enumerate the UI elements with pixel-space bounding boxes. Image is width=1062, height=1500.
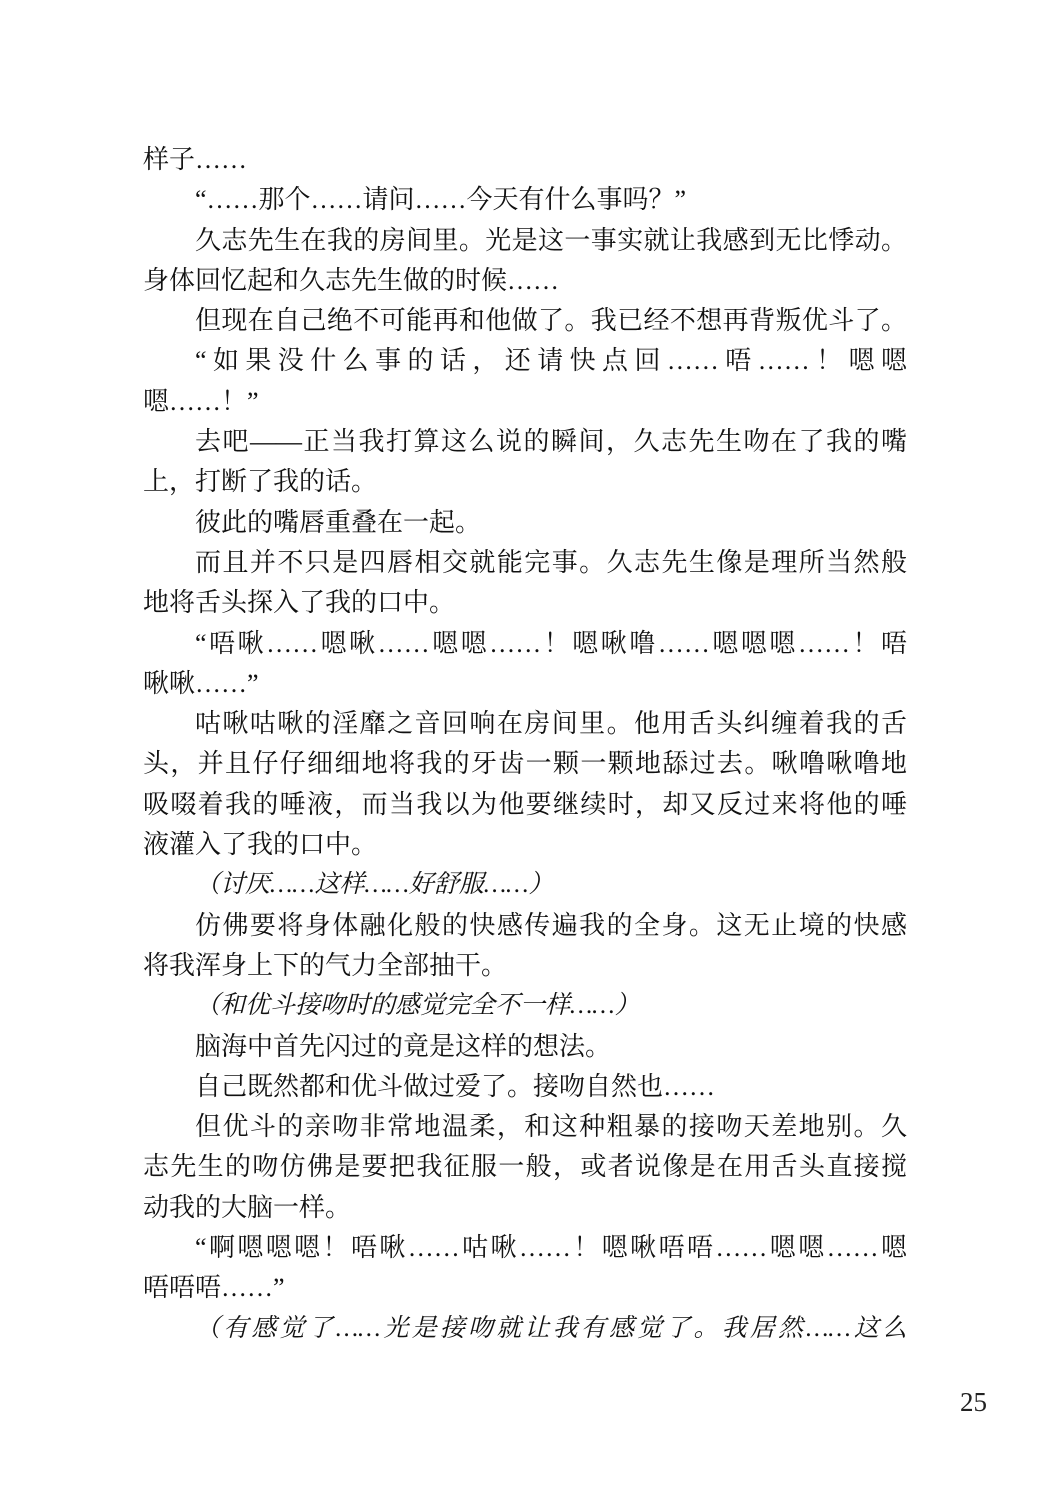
text-line-thought: （和优斗接吻时的感觉完全不一样……）	[195, 992, 640, 1020]
text-line: 仿佛要将身体融化般的快感传遍我的全身。这无止境的快感	[195, 910, 907, 940]
text-line: 咕啾咕啾的淫靡之音回响在房间里。他用舌头纠缠着我的舌	[195, 709, 907, 739]
text-line: “唔啾……嗯啾……嗯嗯……！嗯啾噜……嗯嗯嗯……！唔	[195, 628, 907, 658]
text-line: 样子……	[143, 145, 248, 174]
text-line: 久志先生在我的房间里。光是这一事实就让我感到无比悸动。	[195, 225, 907, 255]
page-number: 25	[960, 1387, 987, 1417]
text-line: 将我浑身上下的气力全部抽干。	[143, 950, 508, 980]
text-line: 地将舌头探入了我的口中。	[143, 588, 456, 618]
text-line: 而且并不只是四唇相交就能完事。久志先生像是理所当然般	[195, 547, 907, 577]
text-line: 唔唔唔……”	[143, 1273, 285, 1303]
text-line-thought: （有感觉了……光是接吻就让我有感觉了。我居然……这么	[195, 1314, 907, 1342]
text-line: 彼此的嘴唇重叠在一起。	[195, 507, 482, 537]
text-line: 嗯……！”	[143, 386, 259, 416]
text-line: 上，打断了我的话。	[143, 467, 378, 497]
text-line: 吸啜着我的唾液，而当我以为他要继续时，却又反过来将他的唾	[143, 789, 907, 819]
text-line: 但现在自己绝不可能再和他做了。我已经不想再背叛优斗了。	[195, 306, 907, 336]
text-line: “如果没什么事的话，还请快点回……唔……！嗯嗯	[195, 346, 907, 376]
text-line-thought: （讨厌……这样……好舒服……）	[195, 871, 554, 899]
text-line: 头，并且仔仔细细地将我的牙齿一颗一颗地舔过去。啾噜啾噜地	[143, 749, 907, 779]
text-line: 脑海中首先闪过的竟是这样的想法。	[195, 1031, 612, 1061]
text-line: 去吧——正当我打算这么说的瞬间，久志先生吻在了我的嘴	[195, 427, 907, 457]
text-line: 志先生的吻仿佛是要把我征服一般，或者说像是在用舌头直接搅	[143, 1152, 907, 1182]
text-line: “……那个……请问……今天有什么事吗？”	[195, 185, 687, 215]
text-line: 身体回忆起和久志先生做的时候……	[143, 265, 560, 295]
text-line: 但优斗的亲吻非常地温柔，和这种粗暴的接吻天差地别。久	[195, 1112, 907, 1142]
text-block	[143, 140, 907, 1349]
text-line: “啊嗯嗯嗯！唔啾……咕啾……！嗯啾唔唔……嗯嗯……嗯	[195, 1233, 907, 1263]
text-line: 啾啾……”	[143, 668, 259, 698]
text-line: 液灌入了我的口中。	[143, 830, 378, 860]
text-line: 动我的大脑一样。	[143, 1192, 352, 1222]
text-line: 自己既然都和优斗做过爱了。接吻自然也……	[195, 1071, 716, 1101]
